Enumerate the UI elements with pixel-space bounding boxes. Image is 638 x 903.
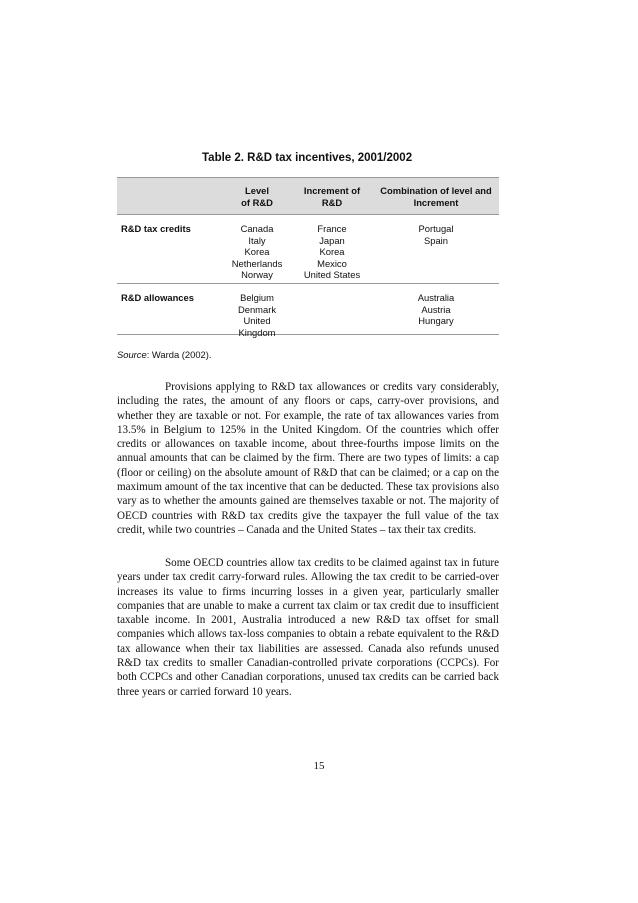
source-text: : Warda (2002). <box>146 349 212 360</box>
cell-level: Canada Italy Korea Netherlands Norway <box>231 223 283 281</box>
cell-increment: France Japan Korea Mexico United States <box>303 223 361 281</box>
table-header-row <box>117 177 499 215</box>
paragraph-1: Provisions applying to R&D tax allowances or credits vary considerably, including the rates, the amount of any floors or caps, carry-over provisions, and whether they are taxable or not. For example, the rate of tax allowances varies from 13.5% in Belgium to 125% in the United Kingdom. Of the countries which offer credits or allowances on taxable income, about three-fourths impose limits on the annual amounts that can be claimed by the firm. There are two types of limits: a cap (floor or ceiling) on the absolute amount of R&D that can be claimed; or a cap on the maximum amount of the tax incentive that can be deducted. These tax provisions also vary as to whether the amounts gained are themselves taxable or not. The majority of OECD countries with R&D tax credits give the taxpayer the full value of the tax credit, while two countries – Canada and the United States – tax their tax credits. <box>117 381 499 536</box>
cell-combination: Australia Austria Hungary <box>417 292 455 327</box>
header-increment: Increment of R&D <box>303 185 361 208</box>
source-label: Source <box>117 349 147 360</box>
row-label: R&D tax credits <box>121 223 191 234</box>
cell-level: Belgium Denmark United Kingdom <box>237 292 277 338</box>
table-title: Table 2. R&D tax incentives, 2001/2002 <box>202 152 413 164</box>
paragraph-2: Some OECD countries allow tax credits to be claimed against tax in future years under tax credit carry-forward rules. Allowing the tax credit to be carried-over increases its value to firms incurring losses in a given year, particularly smaller companies that are unable to make a current tax claim or tax credit due to insufficient taxable income. In 2001, Australia introduced a new R&D tax offset for small companies which allows tax-loss companies to obtain a rebate equivalent to the R&D tax allowance when their tax liabilities are assessed. Canada also refunds unused R&D tax credits to smaller Canadian-controlled private corporations (CCPCs). For both CCPCs and other Canadian corporations, unused tax credits can be carried back three years or carried forward 10 years. <box>117 557 499 698</box>
table-row-allowances <box>117 284 499 338</box>
header-combination: Combination of level and Increment <box>380 185 492 208</box>
page-number: 15 <box>313 760 325 772</box>
table-row-tax-credits <box>117 215 499 284</box>
cell-combination: Portugal Spain <box>418 223 454 246</box>
header-level: Level of R&D <box>241 185 273 208</box>
incentives-table <box>117 177 499 338</box>
table-source <box>117 349 212 360</box>
row-label: R&D allowances <box>121 292 194 303</box>
